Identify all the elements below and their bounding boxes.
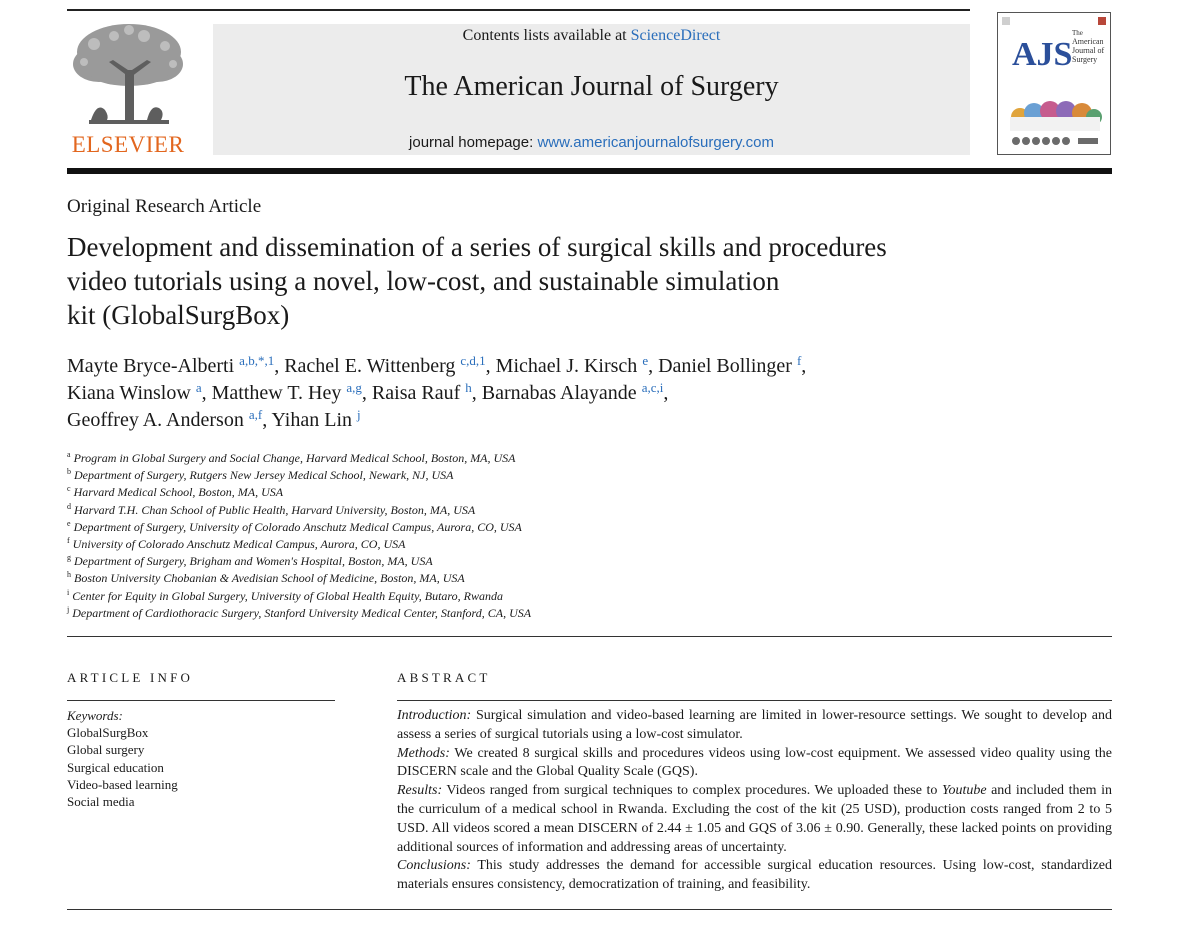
keyword-item[interactable]: GlobalSurgBox: [67, 725, 149, 741]
cover-line1: The: [1072, 29, 1083, 37]
affiliation-key: g: [67, 553, 71, 563]
author-line: Mayte Bryce-Alberti $^{a,b,*,1}$, Rachel E. Wittenberg $^{c,d,1}$, Michael J. Kirsch $^e$, Daniel Bollinger $^f$,: [67, 353, 807, 377]
header-rule: [67, 168, 1112, 174]
results-text: Videos ranged from surgical techniques to complex procedures. We uploaded these to: [442, 783, 942, 799]
author-sup[interactable]: h: [465, 380, 472, 395]
author-name[interactable]: Raisa Rauf: [371, 382, 461, 404]
cover-line3: Journal of: [1072, 46, 1105, 55]
author-name[interactable]: Geoffrey A. Anderson: [67, 409, 244, 431]
abstract-conclusions: [397, 857, 1112, 895]
author-name[interactable]: Yihan Lin: [271, 409, 352, 431]
author-name[interactable]: Kiana Winslow: [67, 382, 191, 404]
author-name[interactable]: Matthew T. Hey: [211, 382, 342, 404]
top-rule: [67, 9, 970, 11]
author-sup[interactable]: j: [357, 407, 361, 422]
affiliation-list: [67, 450, 1067, 622]
affiliation-text: University of Colorado Anschutz Medical Campus, Aurora, CO, USA: [72, 537, 406, 552]
title-line: video tutorials using a novel, low-cost, and sustainable simulation: [67, 266, 780, 296]
methods-text: We created 8 surgical skills and procedures videos using low-cost equipment. We assessed video quality using the DISCERN scale and the Global Quality Scale (GQS).: [397, 745, 1112, 780]
journal-title: The American Journal of Surgery: [404, 71, 779, 102]
article-type: Original Research Article: [67, 196, 262, 217]
affiliation-text: Harvard Medical School, Boston, MA, USA: [73, 485, 284, 500]
article-title: [67, 230, 987, 332]
bottom-rule: [67, 909, 1112, 910]
affiliation-item: [67, 484, 1067, 501]
article-info-rule: [67, 700, 335, 701]
author-sup[interactable]: e: [642, 353, 649, 368]
contents-line: [213, 26, 970, 46]
homepage-line: [213, 134, 970, 151]
keyword-item[interactable]: Global surgery: [67, 742, 145, 758]
sciencedirect-link[interactable]: ScienceDirect: [630, 27, 721, 44]
title-line: kit (GlobalSurgBox): [67, 300, 290, 330]
affiliation-key: c: [67, 484, 71, 494]
author-sup[interactable]: a,f: [248, 407, 263, 422]
abstract-introduction: [397, 707, 1112, 745]
affiliation-key: d: [67, 501, 71, 511]
keyword-item[interactable]: Video-based learning: [67, 776, 178, 792]
abstract-rule: [397, 700, 1112, 701]
author-sup[interactable]: f: [796, 353, 802, 368]
affiliation-key: e: [67, 518, 71, 528]
affiliation-item: [67, 536, 1067, 553]
keywords-label: Keywords:: [67, 708, 123, 723]
conclusions-label: Conclusions:: [397, 858, 471, 874]
journal-cover[interactable]: [997, 12, 1111, 155]
author-list: [67, 353, 1117, 434]
author-sup[interactable]: c,d,1: [460, 353, 486, 368]
affiliation-text: Department of Surgery, University of Colorado Anschutz Medical Campus, Aurora, CO, USA: [73, 519, 522, 534]
journal-banner: [213, 24, 970, 155]
intro-text: Surgical simulation and video-based learning are limited in lower-resource settings. We sought to develop and assess a series of surgical tutorials using a low-cost simulator.: [397, 708, 1112, 742]
article-info-heading: ARTICLE INFO: [67, 670, 194, 685]
cover-abbrev: AJS: [1012, 36, 1073, 73]
affiliation-key: h: [67, 570, 71, 580]
author-name[interactable]: Barnabas Alayande: [481, 382, 637, 404]
affiliation-text: Center for Equity in Global Surgery, University of Global Health Equity, Butaro, Rwanda: [72, 588, 503, 603]
keyword-item[interactable]: Social media: [67, 794, 135, 810]
youtube-term: Youtube: [941, 783, 987, 799]
affiliation-item: [67, 450, 1067, 467]
elsevier-tree-icon: [69, 22, 187, 132]
author-name[interactable]: Michael J. Kirsch: [495, 355, 638, 377]
results-text: and included them in the curriculum of a medical school in Rwanda. Excluding the cost of the kit (25 USD), production costs ranged from 2 to 5 USD. All videos scored a mean DISCERN of 2.44 ± 1.05 and GQS of 3.06 ± 0.90. Generally, these lacked points on providing additional sources of information and addressing areas of uncertainty.: [397, 783, 1112, 855]
affiliation-text: Boston University Chobanian & Avedisian School of Medicine, Boston, MA, USA: [74, 571, 465, 586]
affiliation-key: b: [67, 467, 71, 477]
affiliation-text: Harvard T.H. Chan School of Public Health, Harvard University, Boston, MA, USA: [74, 502, 476, 517]
affiliation-item: [67, 502, 1067, 519]
homepage-link[interactable]: www.americanjournalofsurgery.com: [537, 134, 774, 151]
section-divider: [67, 636, 1112, 637]
affiliation-text: Program in Global Surgery and Social Change, Harvard Medical School, Boston, MA, USA: [73, 451, 516, 465]
homepage-prefix: journal homepage:: [409, 134, 538, 151]
affiliation-item: [67, 553, 1067, 570]
affiliation-item: [67, 605, 1067, 622]
affiliation-item: [67, 588, 1067, 605]
keywords-block: [67, 707, 178, 810]
journal-cover-image: [998, 13, 1110, 154]
elsevier-logo[interactable]: [67, 22, 189, 160]
author-sup[interactable]: a,c,i: [641, 380, 664, 395]
title-line: Development and dissemination of a series of surgical skills and procedures: [67, 232, 887, 262]
cover-line4: Surgery: [1072, 55, 1098, 64]
author-sup[interactable]: a,g: [346, 380, 362, 395]
affiliation-text: Department of Surgery, Rutgers New Jersey Medical School, Newark, NJ, USA: [74, 468, 454, 483]
abstract-results: [397, 782, 1112, 857]
contents-prefix: Contents lists available at: [462, 27, 631, 44]
author-name[interactable]: Mayte Bryce-Alberti: [67, 355, 235, 377]
author-line: Geoffrey A. Anderson $^{a,f}$, Yihan Lin $^j$: [67, 407, 361, 431]
affiliation-item: [67, 570, 1067, 587]
affiliation-item: [67, 519, 1067, 536]
author-sup[interactable]: a: [195, 380, 202, 395]
methods-label: Methods:: [397, 745, 450, 761]
affiliation-key: f: [67, 536, 70, 546]
intro-label: Introduction:: [397, 708, 472, 723]
conclusions-text: This study addresses the demand for accessible surgical education resources. Using low-cost, standardized materials ensures consistency, democratization of training, and feasibility.: [397, 858, 1112, 893]
abstract-methods: [397, 745, 1112, 783]
author-name[interactable]: Rachel E. Wittenberg: [284, 355, 456, 377]
results-label: Results:: [397, 783, 443, 799]
abstract-body: [397, 707, 1112, 895]
affiliation-key: j: [67, 604, 70, 614]
keyword-item[interactable]: Surgical education: [67, 759, 164, 775]
affiliation-text: Department of Surgery, Brigham and Women's Hospital, Boston, MA, USA: [74, 554, 433, 569]
affiliation-key: a: [67, 450, 71, 459]
author-name[interactable]: Daniel Bollinger: [658, 355, 792, 377]
affiliation-text: Department of Cardiothoracic Surgery, Stanford University Medical Center, Stanford, CA, USA: [72, 605, 532, 620]
affiliation-item: [67, 467, 1067, 484]
publisher-name: ELSEVIER: [71, 132, 185, 157]
cover-line2: American: [1072, 37, 1104, 46]
author-sup[interactable]: a,b,*,1: [239, 353, 275, 368]
abstract-heading: ABSTRACT: [397, 670, 491, 685]
affiliation-key: i: [67, 587, 70, 597]
author-line: Kiana Winslow $^a$, Matthew T. Hey $^{a,g}$, Raisa Rauf $^h$, Barnabas Alayande $^{a,c,i}$,: [67, 380, 669, 404]
